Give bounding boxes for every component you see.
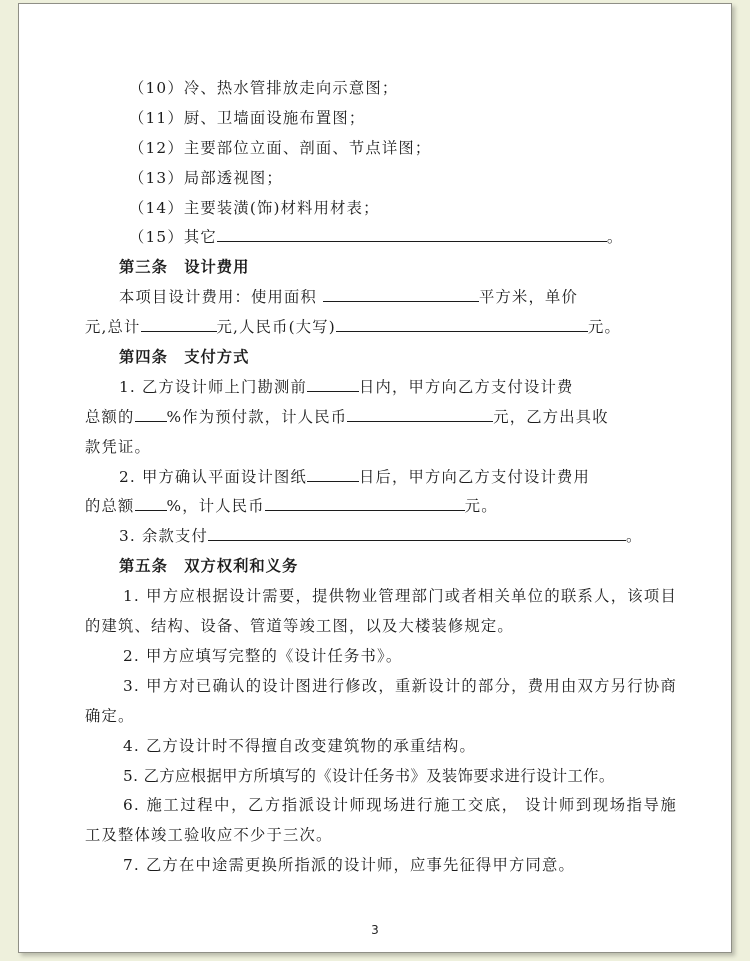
list-item: （12）主要部位立面、剖面、节点详图； [129, 138, 432, 157]
list-item: （10）冷、热水管排放走向示意图； [129, 79, 399, 97]
payment-line: 款凭证。 [85, 437, 151, 456]
balance-blank [208, 525, 626, 541]
fee-text: 元,总计 [85, 318, 141, 337]
payment-text: %作为预付款，计人民币 [166, 407, 348, 426]
page-number: 3 [371, 923, 379, 937]
fee-text: 元。 [587, 318, 621, 337]
section-heading: 第三条 设计费用 [119, 258, 250, 277]
paragraph: 3. 甲方对已确认的设计图进行修改，重新设计的部分，费用由双方另行协商确定。 [85, 676, 677, 725]
payment-text: 日内，甲方向乙方支付设计费 [359, 377, 574, 396]
payment-text: 3. 余款支付 [119, 527, 209, 546]
paragraph: 2. 甲方应填写完整的《设计任务书》。 [123, 646, 403, 665]
days-blank [307, 376, 359, 392]
payment-text: 的总额 [85, 497, 135, 516]
paragraph: 6. 施工过程中，乙方指派设计师现场进行施工交底， 设计师到现场指导施工及整体竣工验收应不少于三次。 [85, 796, 677, 845]
amount-blank [265, 495, 465, 511]
percent-blank [135, 406, 167, 422]
amount-blank [347, 406, 493, 422]
paragraph: 7. 乙方在中途需更换所指派的设计师，应事先征得甲方同意。 [123, 856, 575, 875]
payment-text: 总额的 [85, 407, 135, 426]
list-item: （14）主要装潢(饰)材料用材表； [129, 198, 380, 217]
fee-line-1 [85, 283, 677, 313]
paragraph: 5. 乙方应根据甲方所填写的《设计任务书》及装饰要求进行设计工作。 [123, 766, 615, 785]
rmb-blank [336, 316, 588, 332]
document-body [85, 74, 677, 881]
list-item: （11）厨、卫墙面设施布置图； [129, 108, 366, 127]
payment-text: 元。 [464, 497, 498, 516]
days-blank [307, 466, 359, 482]
payment-text: 。 [626, 527, 643, 546]
list-item: （13）局部透视图； [129, 168, 283, 187]
payment-line [85, 492, 677, 522]
item-end: 。 [606, 228, 624, 247]
total-blank [141, 316, 217, 332]
fee-text: 本项目设计费用：使用面积 [119, 288, 317, 307]
area-blank [323, 286, 479, 302]
list-item-other [85, 223, 677, 253]
fee-line-2 [85, 313, 677, 343]
payment-line [85, 522, 677, 552]
paragraph: 1. 甲方应根据设计需要，提供物业管理部门或者相关单位的联系人，该项目的建筑、结构、设备、管道等竣工图，以及大楼装修规定。 [85, 587, 677, 636]
section-heading: 第五条 双方权利和义务 [119, 557, 299, 576]
item-label: （15）其它 [129, 228, 217, 247]
payment-text: %，计人民币 [166, 497, 265, 516]
paragraph: 4. 乙方设计时不得擅自改变建筑物的承重结构。 [123, 736, 476, 755]
payment-text: 元，乙方出具收 [493, 407, 609, 426]
fee-text: 平方米，单价 [479, 288, 579, 307]
payment-line [85, 463, 677, 493]
payment-text: 日后，甲方向乙方支付设计费用 [359, 467, 590, 486]
payment-line [85, 403, 677, 433]
payment-line [85, 373, 677, 403]
fee-text: 元,人民币(大写) [216, 318, 336, 337]
payment-text: 1. 乙方设计师上门勘测前 [119, 377, 308, 396]
section-heading: 第四条 支付方式 [119, 348, 250, 367]
blank-field [217, 226, 607, 242]
percent-blank [135, 495, 167, 511]
payment-text: 2. 甲方确认平面设计图纸 [119, 467, 308, 486]
document-page [18, 3, 732, 953]
